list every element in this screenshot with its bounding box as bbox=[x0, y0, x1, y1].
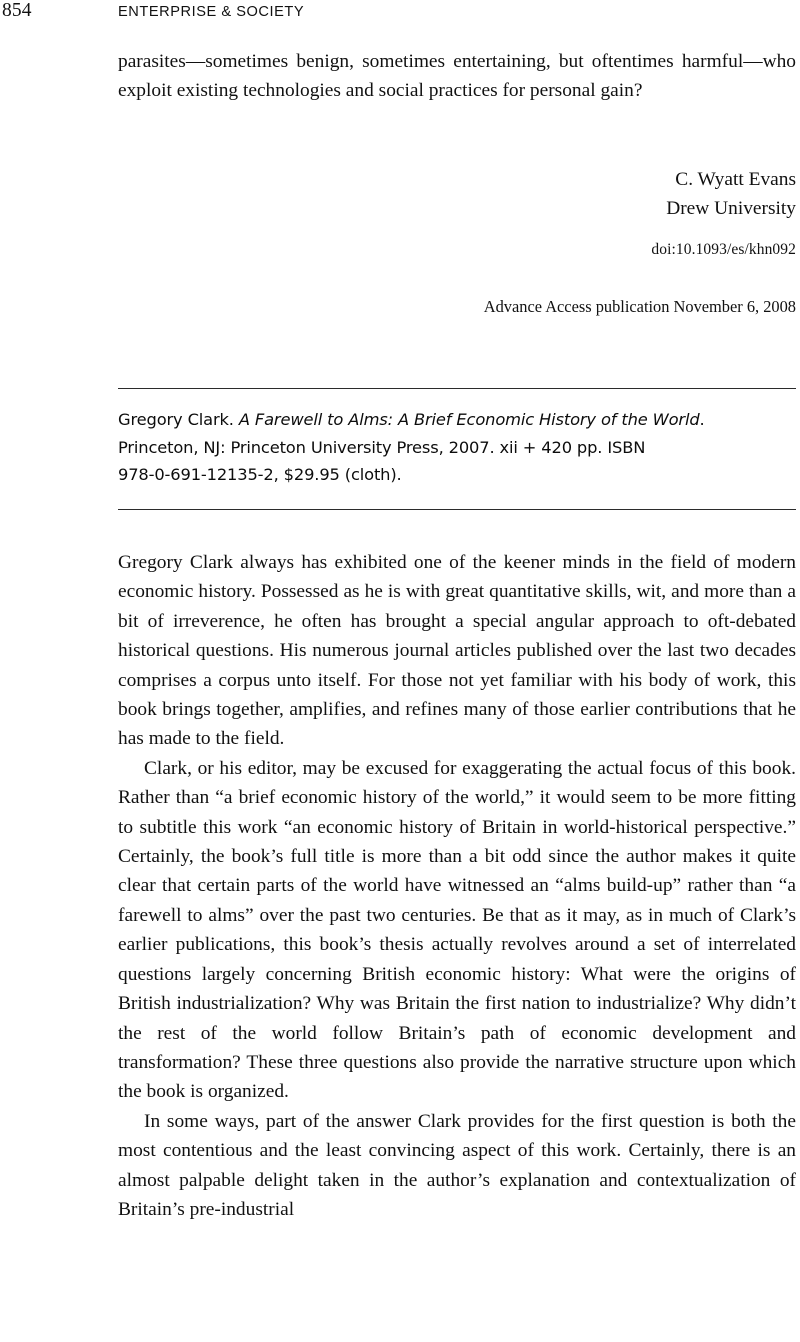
citation-line-2: Princeton, NJ: Princeton University Press, 2007. xii + 420 pp. ISBN bbox=[118, 437, 646, 457]
review-paragraph-1: Gregory Clark always has exhibited one of the keener minds in the field of modern economic history. Possessed as he is with great quantitative skills, wit, and more than a bit of irreverence, he often has brought a special angular approach to oft-debated historical questions. His numerous journal articles published over the last two decades comprises a corpus unto itself. For those not yet familiar with his body of work, this book brings together, amplifies, and refines many of those earlier contributions that he has made to the field. bbox=[118, 552, 796, 750]
review-paragraph-3: In some ways, part of the answer Clark provides for the first question is both the most contentious and the least convincing aspect of this work. Certainly, there is an almost palpable delight taken in the author’s explanation and contextualization of Britain’s pre-industrial bbox=[118, 1110, 796, 1220]
citation-rule-bottom bbox=[118, 509, 796, 510]
review-paragraph-2: Clark, or his editor, may be excused for exaggerating the actual focus of this book. Rather than “a brief economic history of the world,” it would seem to be more fitting to subtitle this work “an economic history of Britain in world-historical perspective.” Certainly, the book’s full title is more than a bit odd since the author makes it quite clear that certain parts of the world have witnessed an “alms build-up” rather than “a farewell to alms” over the past two centuries. Be that as it may, as in much of Clark’s earlier publications, this book’s thesis actually revolves around a set of interrelated questions largely concerning British economic history: What were the origins of British industrialization? Why was Britain the first nation to industrialize? Why didn’t the rest of the world follow Britain’s path of economic development and transformation? These three questions also provide the narrative structure upon which the book is organized. bbox=[118, 757, 796, 1103]
citation-line-1 bbox=[118, 406, 800, 434]
doi-text: doi:10.1093/es/khn092 bbox=[651, 241, 796, 258]
book-citation bbox=[118, 406, 800, 489]
page-number: 854 bbox=[2, 0, 32, 21]
citation-author: Gregory Clark. bbox=[118, 410, 239, 429]
advance-access-text: Advance Access publication November 6, 2008 bbox=[483, 297, 796, 316]
reviewer-affiliation: Drew University bbox=[666, 198, 796, 220]
reviewer-name: C. Wyatt Evans bbox=[675, 169, 796, 190]
citation-title-period: . bbox=[699, 410, 705, 429]
citation-rule-top bbox=[118, 388, 796, 389]
running-head bbox=[0, 0, 800, 26]
journal-title: ENTERPRISE & SOCIETY bbox=[118, 4, 305, 20]
paragraph: parasites—sometimes benign, sometimes entertaining, but oftentimes harmful—who exploit existing technologies and social practices for personal gain? bbox=[118, 51, 796, 102]
review-body bbox=[118, 548, 796, 1224]
citation-title: A Farewell to Alms: A Brief Economic History of the World bbox=[238, 410, 700, 429]
citation-line-3: 978-0-691-12135-2, $29.95 (cloth). bbox=[118, 465, 402, 485]
previous-review-tail bbox=[118, 47, 796, 106]
reviewer-signature bbox=[118, 165, 796, 224]
